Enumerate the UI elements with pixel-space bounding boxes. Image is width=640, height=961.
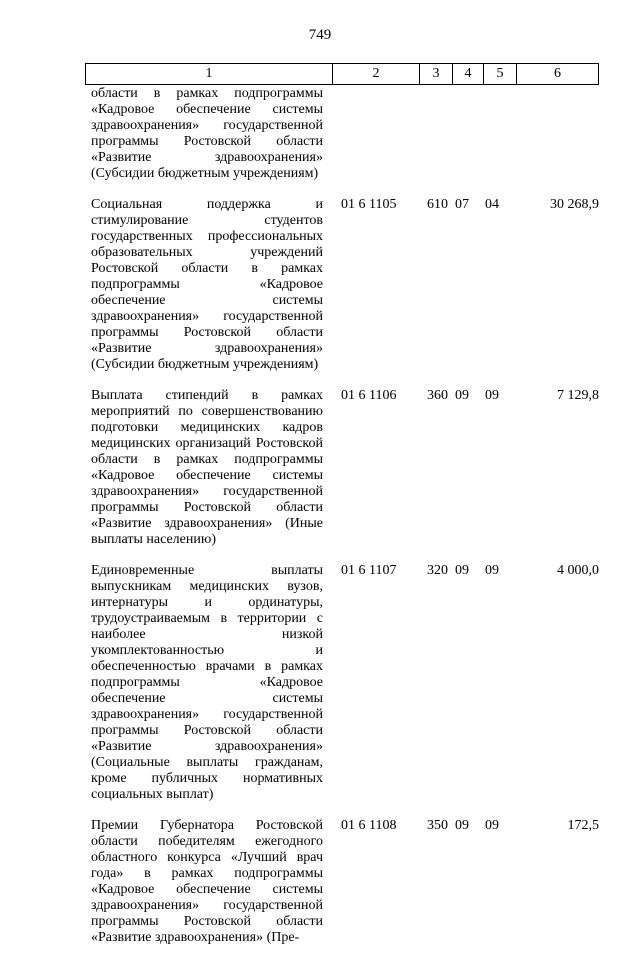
- header-col-3: 3: [420, 64, 453, 84]
- table-row: [91, 818, 599, 946]
- row-subsection: 09: [485, 818, 499, 833]
- table-row: [91, 86, 599, 182]
- row-section: 09: [455, 818, 469, 833]
- row-description: области в рамках подпрограммы «Кадровое обеспечение системы здравоохранения» государственной программы Ростовской области «Развитие здравоохранения» (Субсидии бюджетным учреждениям): [91, 86, 323, 181]
- header-col-4: 4: [453, 64, 484, 84]
- row-section: [455, 86, 485, 182]
- row-description: Премии Губернатора Ростовской области победителям ежегодного областного конкурса «Лучший врач года» в рамках подпрограммы «Кадровое обеспечение системы здравоохранения» государственной программы Ростовской области «Развитие здравоохранения» (Пре-: [91, 818, 323, 945]
- row-amount: [515, 86, 599, 182]
- row-expense-type: 610: [427, 197, 448, 212]
- header-col-5: 5: [484, 64, 517, 84]
- header-col-6: 6: [554, 66, 561, 81]
- row-expense-type: 360: [427, 388, 448, 403]
- row-code: 01 6 1108: [341, 818, 397, 833]
- row-section: 09: [455, 563, 469, 578]
- table-row: [91, 563, 599, 803]
- row-subsection: 09: [485, 388, 499, 403]
- row-subsection: [485, 86, 515, 182]
- table-header: [85, 63, 599, 85]
- table-row: [91, 197, 599, 373]
- row-expense-type: 320: [427, 563, 448, 578]
- row-expense-type: [427, 86, 455, 182]
- table-row: [91, 388, 599, 548]
- row-section: 07: [455, 197, 469, 212]
- row-code: 01 6 1106: [341, 388, 397, 403]
- row-code: 01 6 1107: [341, 563, 397, 578]
- row-subsection: 09: [485, 563, 499, 578]
- row-amount: 172,5: [567, 818, 599, 833]
- row-amount: 4 000,0: [557, 563, 599, 578]
- table-body: [91, 86, 599, 961]
- row-description: Социальная поддержка и стимулирование студентов государственных профессиональных образовательных учреждений Ростовской области в рамках подпрограммы «Кадровое обеспечение системы здравоохранения» государственной программы Ростовской области «Развитие здравоохранения» (Субсидии бюджетным учреждениям): [91, 197, 323, 372]
- row-code: [341, 86, 427, 182]
- page-number: 749: [308, 27, 332, 43]
- row-description: Выплата стипендий в рамках мероприятий по совершенствованию подготовки медицинских кадров медицинских организаций Ростовской области в рамках подпрограммы «Кадровое обеспечение системы здравоохранения» государственной программы Ростовской области «Развитие здравоохранения» (Иные выплаты населению): [91, 388, 323, 547]
- row-section: 09: [455, 388, 469, 403]
- row-amount: 30 268,9: [550, 197, 599, 212]
- header-col-2: 2: [333, 64, 420, 84]
- row-description: Единовременные выплаты выпускникам медицинских вузов, интернатуры и ординатуры, трудоустраиваемым в территории с наиболее низкой укомплектованностью и обеспеченностью врачами в рамках подпрограммы «Кадровое обеспечение системы здравоохранения» государственной программы Ростовской области «Развитие здравоохранения» (Социальные выплаты гражданам, кроме публичных нормативных социальных выплат): [91, 563, 323, 802]
- header-col-1: 1: [86, 64, 333, 84]
- row-subsection: 04: [485, 197, 499, 212]
- row-code: 01 6 1105: [341, 197, 397, 212]
- row-expense-type: 350: [427, 818, 448, 833]
- row-amount: 7 129,8: [557, 388, 599, 403]
